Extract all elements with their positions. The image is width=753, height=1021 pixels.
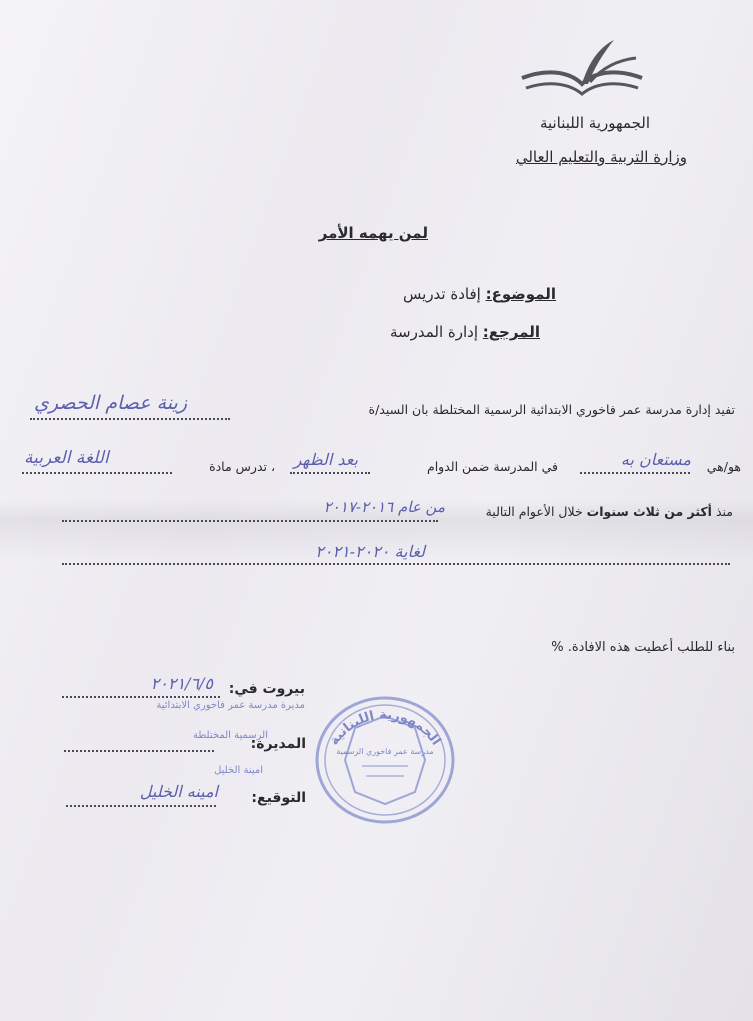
reference-line bbox=[390, 323, 540, 341]
ministry-name: وزارة التربية والتعليم العالي bbox=[515, 148, 687, 166]
official-seal-icon bbox=[310, 688, 460, 828]
body-line-2-mid: في المدرسة ضمن الدوام bbox=[426, 459, 558, 474]
body-line-3-start: منذ bbox=[715, 504, 733, 519]
signature-handwritten: امينه الخليل bbox=[139, 782, 218, 801]
seal-outer-text: الجمهورية اللبنانية bbox=[326, 707, 444, 749]
svg-text:الجمهورية اللبنانية bbox=[327, 708, 444, 749]
reference-label: المرجع: bbox=[482, 323, 540, 341]
stamp-school-line: مديرة مدرسة عمر فاخوري الابتدائية bbox=[156, 700, 305, 711]
stamp-director-name: امينة الخليل bbox=[214, 765, 263, 776]
body-line-2-subject: ، تدرس مادة bbox=[209, 459, 275, 474]
body-line-3 bbox=[486, 504, 733, 519]
years-dotted-line-2 bbox=[62, 563, 730, 565]
open-book-icon bbox=[518, 38, 646, 100]
reference-value: إدارة المدرسة bbox=[389, 323, 478, 341]
body-line-3-bold: أكثر من ثلاث سنوات bbox=[586, 504, 712, 519]
closing-text: بناء للطلب أعطيت هذه الافادة. bbox=[567, 640, 735, 655]
subject-dotted-line bbox=[22, 472, 172, 474]
body-line-1-printed: تفيد إدارة مدرسة عمر فاخوري الابتدائية الرسمية المختلطة بان السيد/ة bbox=[368, 402, 735, 417]
years-from-handwritten: من عام ٢٠١٦-٢٠١٧ bbox=[323, 498, 445, 516]
stamp-school-line-2: الرسمية المختلطة bbox=[192, 730, 268, 741]
status-handwritten: مستعان به bbox=[620, 450, 691, 469]
name-dotted-line bbox=[30, 418, 230, 420]
subject-line bbox=[403, 285, 556, 303]
signature-dotted-line bbox=[66, 805, 216, 807]
page-title: لمن يهمه الأمر bbox=[318, 224, 428, 242]
signature-label: التوقيع: bbox=[251, 790, 306, 806]
date-dotted-line bbox=[62, 696, 220, 698]
director-dotted-line bbox=[64, 750, 214, 752]
seal-inner-text: مدرسة عمر فاخوري الرسمية bbox=[336, 747, 434, 756]
republic-name: الجمهورية اللبنانية bbox=[539, 114, 650, 132]
shift-handwritten: بعد الظهر bbox=[293, 450, 358, 469]
closing-mark: % bbox=[551, 640, 564, 655]
years-dotted-line-1 bbox=[62, 520, 438, 522]
body-line-2-prefix: هو/هي bbox=[706, 459, 741, 474]
years-to-handwritten: لغاية ٢٠٢٠-٢٠٢١ bbox=[315, 542, 425, 561]
subject-handwritten: اللغة العربية bbox=[24, 448, 109, 468]
status-dotted-line bbox=[580, 472, 690, 474]
director-label: المديرة: bbox=[250, 736, 306, 752]
closing-statement bbox=[551, 640, 735, 655]
place-label: بيروت في: bbox=[228, 681, 305, 697]
subject-label: الموضوع: bbox=[485, 285, 556, 303]
shift-dotted-line bbox=[290, 472, 370, 474]
date-handwritten: ٢٠٢١/٦/٥ bbox=[150, 674, 213, 693]
subject-value: إفادة تدريس bbox=[403, 285, 481, 303]
body-line-3-end: خلال الأعوام التالية bbox=[485, 504, 583, 519]
teacher-name-handwritten: زينة عصام الحصري bbox=[34, 392, 187, 414]
